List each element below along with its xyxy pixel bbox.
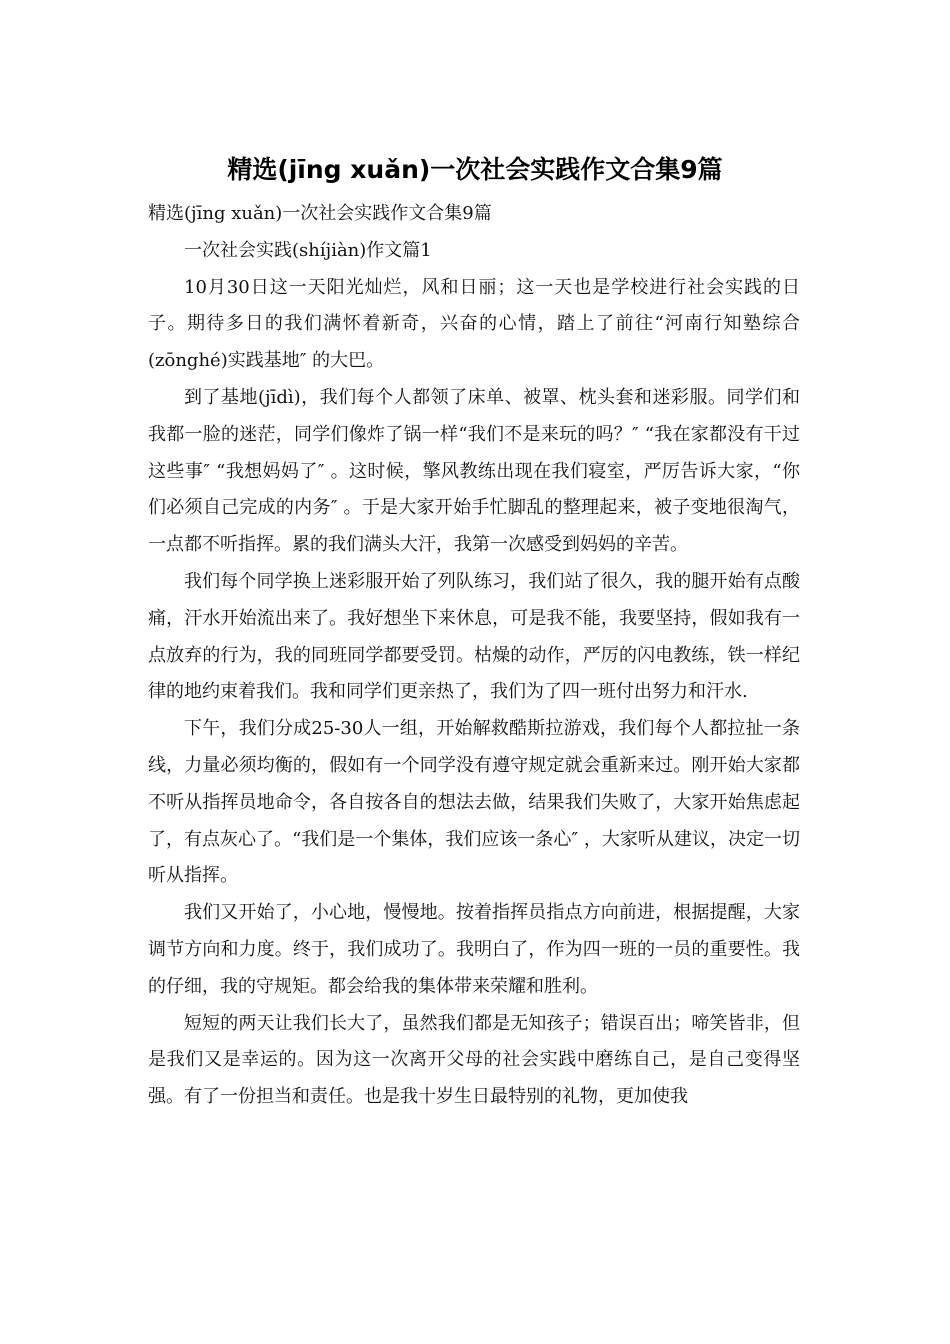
document-body	[148, 196, 800, 1116]
document-title: 精选(jīng xuǎn)一次社会实践作文合集9篇	[227, 155, 723, 184]
paragraph: 到了基地(jīdì)，我们每个人都领了床单、被罩、枕头套和迷彩服。同学们和我都一脸的迷茫，同学们像炸了锅一样“我们不是来玩的吗？″ “我在家都没有干过这些事″ “我想妈妈了″ 。这时候，擎风教练出现在我们寝室，严厉告诉大家，“你们必须自己完成的内务″ 。于是大家开始手忙脚乱的整理起来，被子变地很淘气，一点都不听指挥。累的我们满头大汗，我第一次感受到妈妈的辛苦。	[148, 386, 800, 556]
essay-heading: 一次社会实践(shíjiàn)作文篇1	[184, 239, 432, 261]
paragraph: 我们每个同学换上迷彩服开始了列队练习，我们站了很久，我的腿开始有点酸痛，汗水开始流出来了。我好想坐下来休息，可是我不能，我要坚持，假如我有一点放弃的行为，我的同班同学都要受罚。枯燥的动作，严厉的闪电教练，铁一样纪律的地约束着我们。我和同学们更亲热了，我们为了四一班付出努力和汗水.	[148, 570, 800, 703]
paragraph: 短短的两天让我们长大了，虽然我们都是无知孩子；错误百出；啼笑皆非，但是我们又是幸运的。因为这一次离开父母的社会实践中磨练自己，是自己变得坚强。有了一份担当和责任。也是我十岁生日最特别的礼物，更加使我	[148, 1012, 800, 1108]
paragraph: 10月30日这一天阳光灿烂，风和日丽；这一天也是学校进行社会实践的日子。期待多日的我们满怀着新奇，兴奋的心情，踏上了前往“河南行知塾综合(zōnghé)实践基地″ 的大巴。	[148, 276, 800, 372]
paragraph: 下午，我们分成25-30人一组，开始解救酷斯拉游戏，我们每个人都拉扯一条线，力量必须均衡的，假如有一个同学没有遵守规定就会重新来过。刚开始大家都不听从指挥员地命令，各自按各自的想法去做，结果我们失败了，大家开始焦虑起了，有点灰心了。“我们是一个集体，我们应该一条心″ ，大家听从建议，决定一切听从指挥。	[148, 718, 800, 887]
paragraph: 我们又开始了，小心地，慢慢地。按着指挥员指点方向前进，根据提醒，大家调节方向和力度。终于，我们成功了。我明白了，作为四一班的一员的重要性。我的仔细，我的守规矩。都会给我的集体带来荣耀和胜利。	[148, 902, 800, 997]
subtitle-line: 精选(jīng xuǎn)一次社会实践作文合集9篇	[148, 203, 492, 224]
